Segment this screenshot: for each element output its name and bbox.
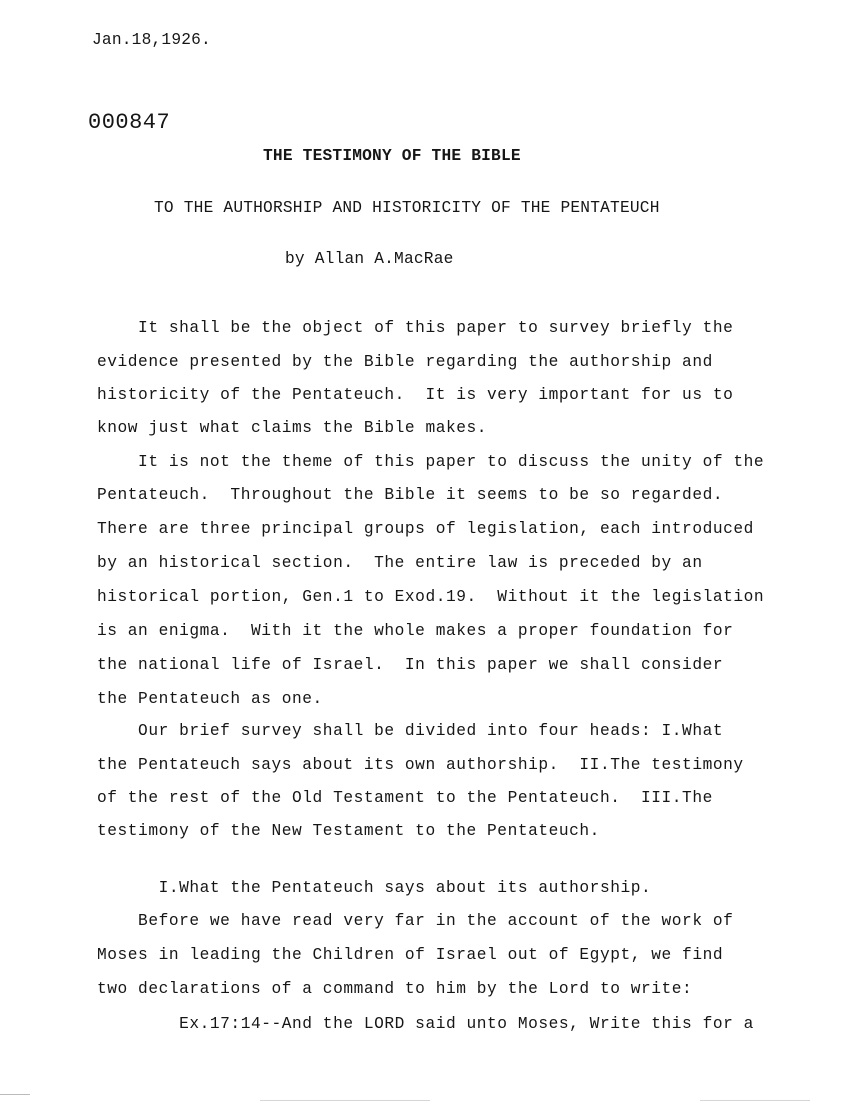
body-line: Pentateuch. Throughout the Bible it seems to be so regarded. [97,486,724,504]
body-line: historical portion, Gen.1 to Exod.19. Without it the legislation [97,588,765,606]
body-line: of the rest of the Old Testament to the Pentateuch. III.The [97,789,713,807]
body-line: There are three principal groups of legislation, each introduced [97,520,754,538]
document-number: 000847 [88,110,171,135]
page-edge-mark [260,1100,430,1101]
body-line: Moses in leading the Children of Israel out of Egypt, we find [97,946,724,964]
byline: by Allan A.MacRae [285,250,454,268]
body-line: It is not the theme of this paper to discuss the unity of the [97,453,765,471]
body-line: is an enigma. With it the whole makes a proper foundation for [97,622,734,640]
body-line: Ex.17:14--And the LORD said unto Moses, Write this for a [97,1015,754,1033]
body-line: the Pentateuch says about its own authorship. II.The testimony [97,756,744,774]
body-line: two declarations of a command to him by the Lord to write: [97,980,693,998]
body-line: by an historical section. The entire law is preceded by an [97,554,703,572]
body-line: testimony of the New Testament to the Pentateuch. [97,822,600,840]
body-line: historicity of the Pentateuch. It is very important for us to [97,386,734,404]
page-edge-mark [700,1100,810,1101]
section-heading: I.What the Pentateuch says about its authorship. [97,879,652,897]
body-line: the Pentateuch as one. [97,690,323,708]
body-line: evidence presented by the Bible regarding the authorship and [97,353,713,371]
body-line: know just what claims the Bible makes. [97,419,488,437]
body-line: It shall be the object of this paper to survey briefly the [97,319,734,337]
body-line: the national life of Israel. In this paper we shall consider [97,656,724,674]
document-date: Jan.18,1926. [92,31,211,49]
body-line: Our brief survey shall be divided into four heads: I.What [97,722,724,740]
page-edge-mark [0,1094,30,1095]
title-line-1: THE TESTIMONY OF THE BIBLE [263,147,521,165]
body-line: Before we have read very far in the account of the work of [97,912,734,930]
title-line-2: TO THE AUTHORSHIP AND HISTORICITY OF THE PENTATEUCH [154,199,660,217]
